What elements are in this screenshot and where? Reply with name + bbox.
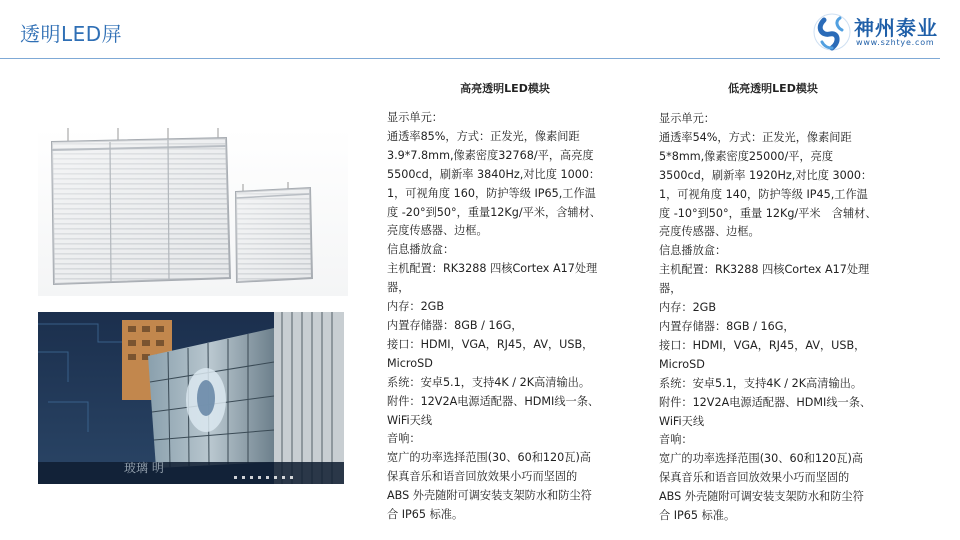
spec-line: 内存：2GB [659,301,717,315]
spec-line: 度 -20°到50°，重量12Kg/平米，含辅材、 [387,205,601,219]
building-facade-illustration [38,312,344,484]
spec-line: 系统：安卓5.1，支持4K / 2K高清输出。 [659,376,863,390]
column-heading-high-brightness: 高亮透明LED模块 [460,82,550,95]
spec-line: 5*8mm,像素密度25000/平，亮度 [659,149,834,163]
spec-line: 1，可视角度 160，防护等级 IP65,工作温 [387,186,596,200]
spec-line: 音响： [659,433,693,447]
spec-line: ABS 外壳随附可调安装支架防水和防尘符 [387,489,592,503]
spec-line: 主机配置：RK3288 四核Cortex A17处理 [387,262,598,276]
spec-line: 3500cd，刷新率 1920Hz,对比度 3000： [659,168,873,182]
led-panels-image [38,128,348,296]
spec-line: 接口：HDMI，VGA，RJ45，AV，USB， [659,338,866,352]
company-logo [812,10,942,54]
spec-text-low-brightness [659,110,877,526]
spec-line: MicroSD [659,357,705,371]
led-panels-illustration [38,128,348,296]
spec-line: WiFi天线 [387,413,433,427]
spec-line: 附件：12V2A电源适配器、HDMI线一条、 [387,394,600,408]
spec-line: ABS 外壳随附可调安装支架防水和防尘符 [659,490,864,504]
facade-overlay-text: 玻璃 明 [124,461,164,475]
spec-text-high-brightness [387,109,601,525]
spec-line: 接口：HDMI，VGA，RJ45，AV，USB， [387,337,594,351]
spec-line: 内置存储器：8GB / 16G， [387,318,523,332]
spec-line: 宽广的功率选择范围(30、60和120瓦)高 [387,451,591,465]
spec-line: 合 IP65 标准。 [659,509,736,523]
spec-line: 附件：12V2A电源适配器、HDMI线一条、 [659,395,872,409]
spec-line: 器， [387,281,410,295]
spec-line: 通透率85%，方式：正发光，像素间距 [387,129,580,143]
header-divider [0,58,940,59]
page-title: 透明LED屏 [20,22,123,46]
spec-line: 内存：2GB [387,300,445,314]
spec-line: 亮度传感器、边框。 [387,224,488,238]
spec-line: 信息播放盒： [659,244,727,258]
spec-line: 宽广的功率选择范围(30、60和120瓦)高 [659,452,863,466]
spec-line: 亮度传感器、边框。 [659,225,760,239]
building-facade-image [38,312,344,484]
spec-line: 内置存储器：8GB / 16G， [659,319,795,333]
spec-line: MicroSD [387,356,433,370]
spec-line: 显示单元： [659,112,715,125]
logo-name: 神州泰业 [854,16,938,40]
spec-line: 5500cd，刷新率 3840Hz,对比度 1000： [387,167,601,181]
spec-line: 音响： [387,432,421,446]
spec-line: 3.9*7.8mm,像素密度32768/平，高亮度 [387,148,594,162]
spec-line: 保真音乐和语音回放效果小巧而坚固的 [387,470,578,484]
spec-line: 信息播放盒： [387,243,455,257]
logo-mark-icon [812,10,852,54]
spec-line: 合 IP65 标准。 [387,508,464,522]
spec-line: WiFi天线 [659,414,705,428]
logo-url: www.szhtye.com [856,38,935,47]
spec-line: 度 -10°到50°，重量 12Kg/平米 含辅材、 [659,206,877,220]
spec-line: 系统：安卓5.1，支持4K / 2K高清输出。 [387,375,591,389]
spec-line: 器， [659,282,682,296]
spec-line: 显示单元： [387,111,443,124]
spec-line: 主机配置：RK3288 四核Cortex A17处理 [659,263,870,277]
column-heading-low-brightness: 低亮透明LED模块 [728,82,818,95]
spec-line: 保真音乐和语音回放效果小巧而坚固的 [659,471,850,485]
spec-line: 1，可视角度 140，防护等级 IP45,工作温 [659,187,868,201]
spec-line: 通透率54%，方式：正发光，像素间距 [659,130,852,144]
